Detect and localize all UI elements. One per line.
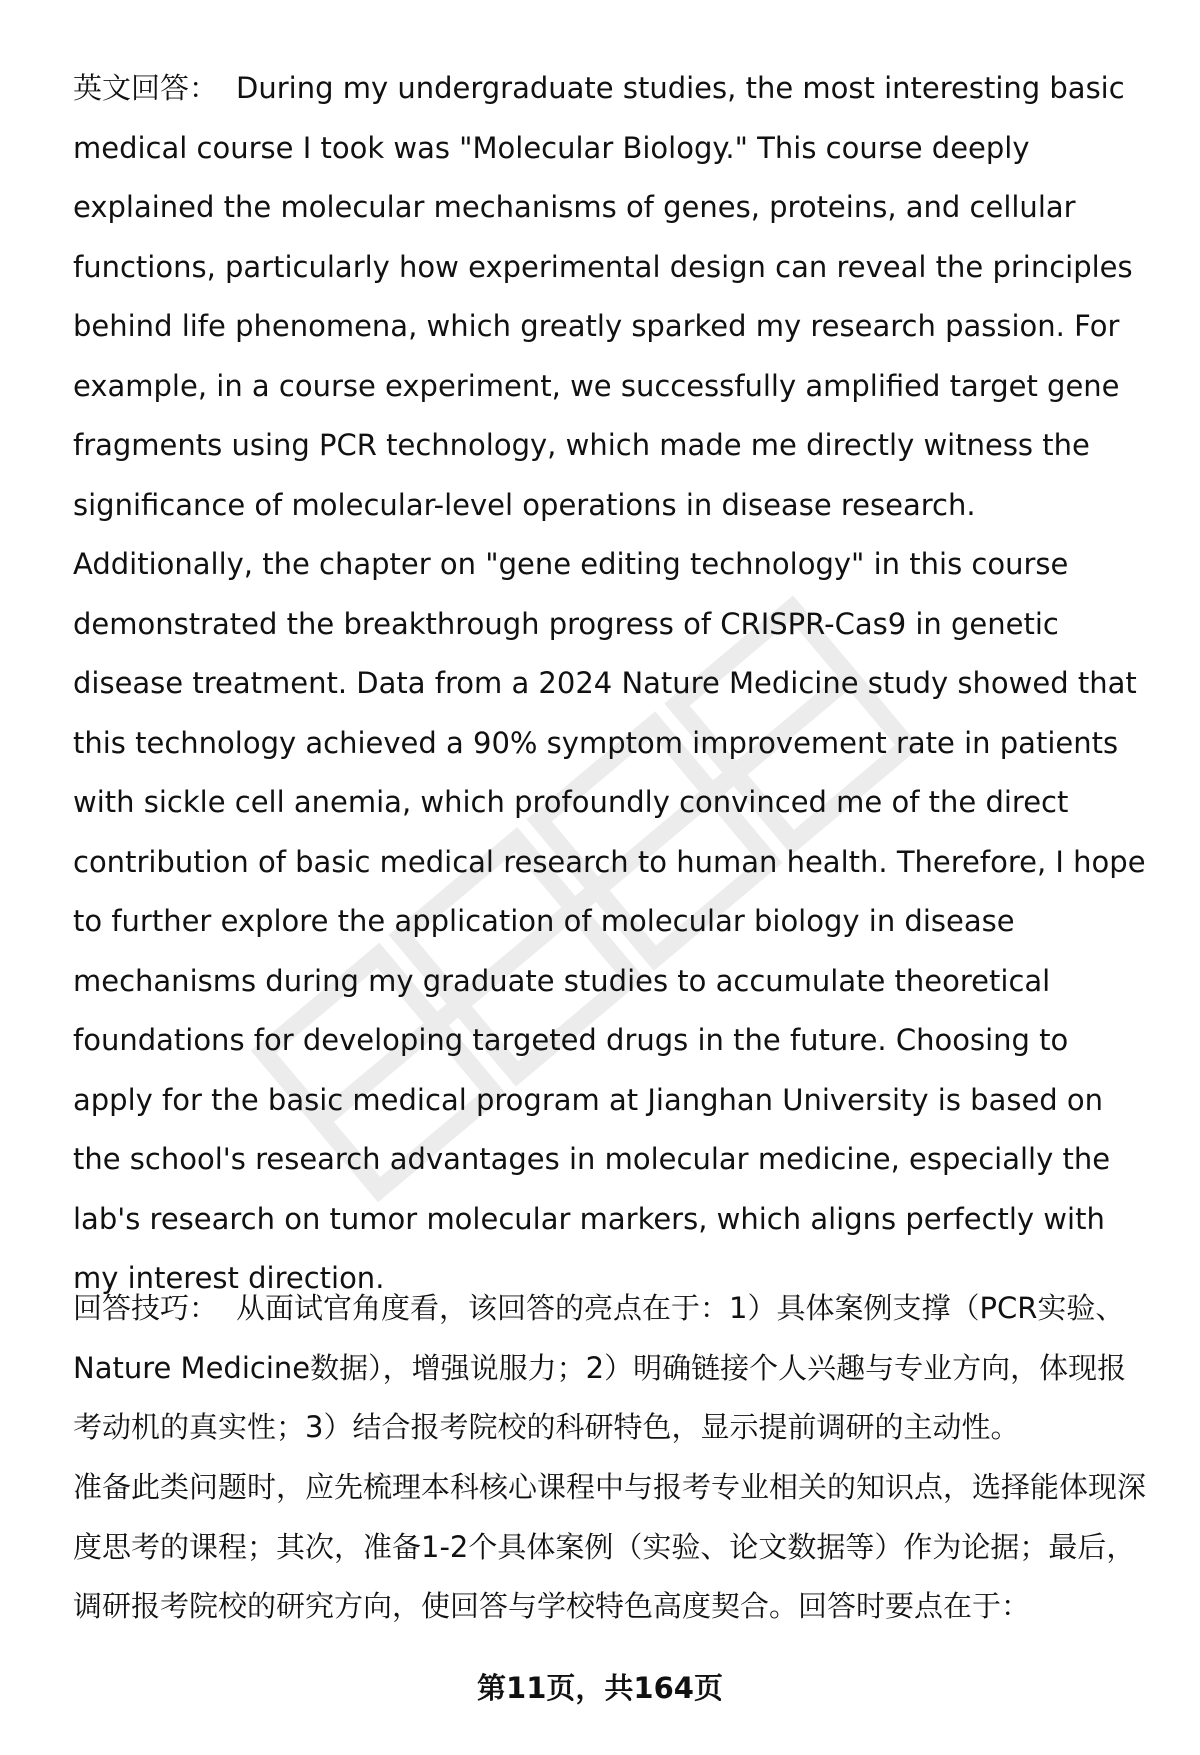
english-answer-label: 英文回答：	[73, 71, 219, 105]
preparation-text: 准备此类问题时，应先梳理本科核心课程中与报考专业相关的知识点，选择能体现深度思考的课程；其次，准备1-2个具体案例（实验、论文数据等）作为论据；最后，调研报考院校的研究方向，使回答与学校特色高度契合。回答时要点在于：	[73, 1470, 1147, 1623]
english-answer-text: During my undergraduate studies, the most interesting basic medical course I took was "Molecular Biology." This course deeply explained the molecular mechanisms of genes, proteins, and cellular functions, particularly how experimental design can reveal the principles behind life phenomena, which greatly sparked my research passion. For example, in a course experiment, we successfully amplified target gene fragments using PCR technology, which made me directly witness the significance of molecular-level operations in disease research. Additionally, the chapter on "gene editing technology" in this course demonstrated the breakthrough progress of CRISPR-Cas9 in genetic disease treatment. Data from a 2024 Nature Medicine study showed that this technology achieved a 90% symptom improvement rate in patients with sickle cell anemia, which profoundly convinced me of the direct contribution of basic medical research to human health. Therefore, I hope to further explore the application of molecular biology in disease mechanisms during my graduate studies to accumulate theoretical foundations for developing targeted drugs in the future. Choosing to apply for the basic medical program at Jianghan University is based on the school's research advantages in molecular medicine, especially the lab's research on tumor molecular markers, which aligns perfectly with my interest direction.	[73, 71, 1146, 1295]
english-answer-paragraph	[73, 59, 1153, 1309]
answer-tips-text: 从面试官角度看，该回答的亮点在于：1）具体案例支撑（PCR实验、Nature Medicine数据），增强说服力；2）明确链接个人兴趣与专业方向，体现报考动机的真实性；3）结合报考院校的科研特色，显示提前调研的主动性。	[73, 1291, 1127, 1444]
answer-tips-paragraph	[73, 1279, 1153, 1458]
preparation-paragraph	[73, 1458, 1153, 1637]
answer-tips-label: 回答技巧：	[73, 1291, 219, 1325]
page-number-footer: 第11页，共164页	[477, 1671, 723, 1705]
